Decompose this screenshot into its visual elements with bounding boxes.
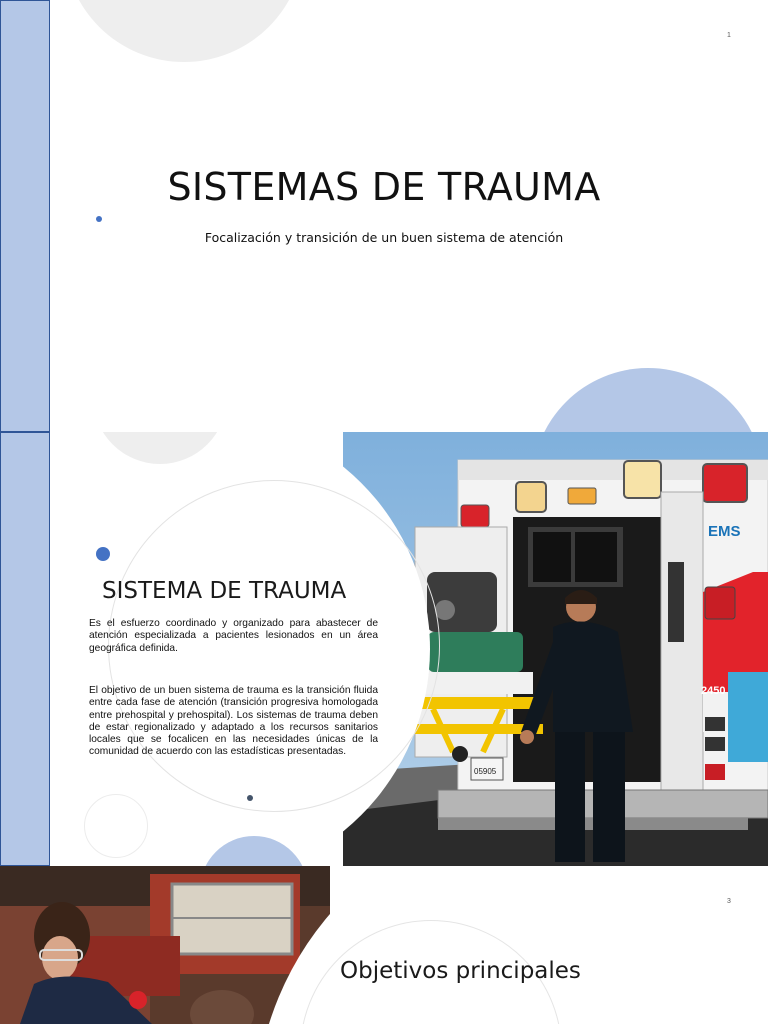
slide-1 xyxy=(0,0,768,432)
ems-label: EMS xyxy=(708,523,741,540)
page-number: 3 xyxy=(727,898,731,905)
slide-title: SISTEMAS DE TRAUMA xyxy=(167,165,601,209)
page-number: 1 xyxy=(727,32,731,39)
decor-circle-bottom-right xyxy=(532,368,764,432)
accent-dot-small xyxy=(247,795,253,801)
unit-number: 2450 xyxy=(701,685,726,697)
slide-3 xyxy=(0,866,768,1024)
accent-dot xyxy=(96,216,102,222)
decor-circle-outline-small xyxy=(84,794,148,858)
slide-sidebar xyxy=(0,432,50,866)
objective-paragraph: El objetivo de un buen sistema de trauma es la transición fluida entre cada fase de atención (transición progresiva homologada entre prehospital y prehospital). Los sistemas de trauma deben de estar regionalizado y adaptado a los recursos sanitarios locales que se focalicen en las necesidades únicas de la comunidad de acuerdo con las estadísticas presentadas. xyxy=(89,685,378,758)
section-heading: Objetivos principales xyxy=(340,958,581,984)
definition-paragraph: Es el esfuerzo coordinado y organizado para abastecer de atención especializada a pacientes lesionados en un área geográfica definida. xyxy=(89,618,378,654)
slide-sidebar xyxy=(0,0,50,432)
slide-2 xyxy=(0,432,768,866)
section-heading: SISTEMA DE TRAUMA xyxy=(102,578,347,604)
plate-number: 05905 xyxy=(474,767,497,776)
accent-dot-large xyxy=(96,547,110,561)
decor-circle-top xyxy=(64,0,304,62)
slide-subtitle: Focalización y transición de un buen sistema de atención xyxy=(204,230,564,245)
